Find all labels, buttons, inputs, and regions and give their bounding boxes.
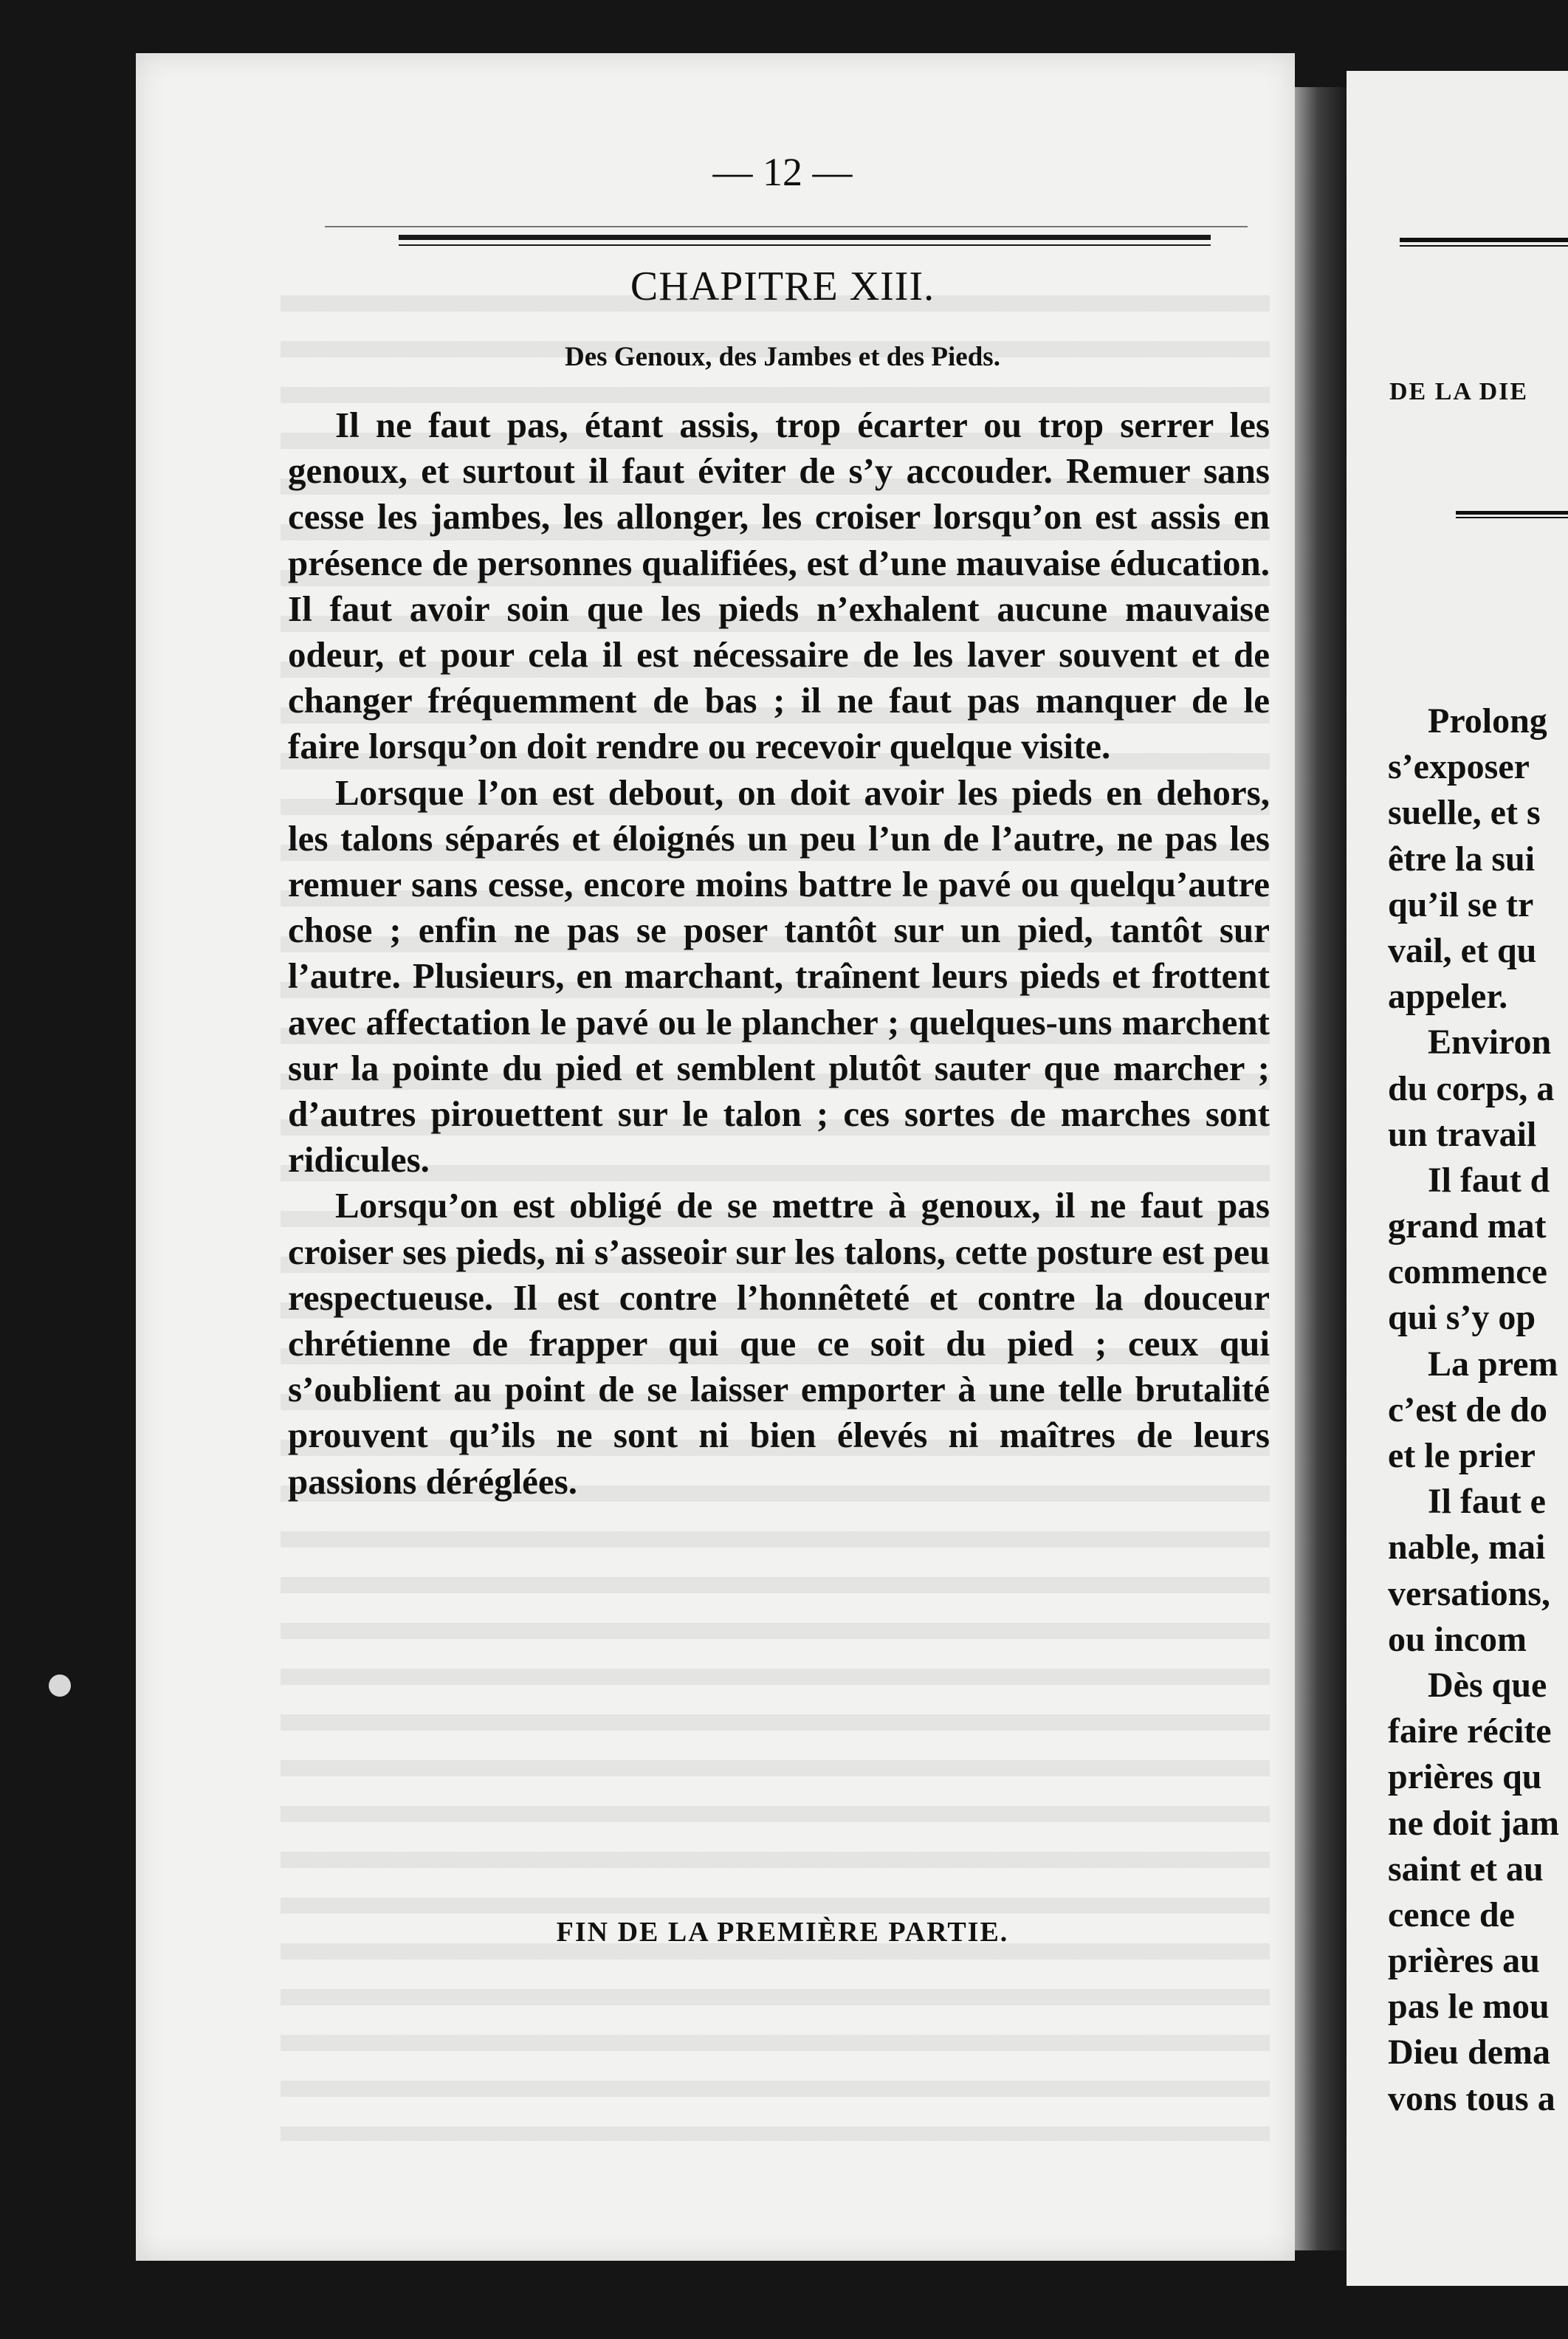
right-page-line: nable, mai [1388, 1528, 1546, 1567]
right-page-line: du corps, a [1388, 1068, 1555, 1108]
right-page-rule [1456, 517, 1568, 518]
right-page-line: prières au [1388, 1941, 1540, 1981]
right-page-line: et le prier [1388, 1436, 1536, 1475]
right-page-line: suelle, et s [1388, 793, 1541, 833]
right-page-line: Dès que [1428, 1665, 1547, 1705]
chapter-body [288, 402, 1270, 1505]
right-page-header: DE LA DIE [1389, 378, 1529, 405]
right-page-line: saint et au [1388, 1849, 1544, 1889]
right-page-line: appeler. [1388, 977, 1508, 1017]
paragraph: Il ne faut pas, étant assis, trop écarter ou trop serrer les genoux, et surtout il faut éviter de s’y accouder. Remuer sans cesse les jambes, les allonger, les croiser lorsqu’on est assis en présence de personnes qualifiées, est d’une mauvaise éducation. Il faut avoir soin que les pieds n’exhalent aucune mauvaise odeur, et pour cela il est nécessaire de les laver souvent et de changer fréquemment de bas ; il ne faut pas manquer de le faire lorsqu’on doit rendre ou recevoir quelque visite. [288, 405, 1270, 767]
right-page-line: qui s’y op [1388, 1298, 1536, 1338]
right-page-line: commence [1388, 1252, 1547, 1292]
page-number: — 12 — [712, 150, 853, 194]
right-page-line: un travail [1388, 1114, 1537, 1154]
header-rule-thin [399, 244, 1211, 246]
right-page-line: Il faut d [1428, 1160, 1550, 1200]
chapter-subtitle: Des Genoux, des Jambes et des Pieds. [565, 342, 1000, 372]
header-rule-thick [399, 235, 1211, 240]
paper-speck [49, 1675, 71, 1697]
right-page-line: La prem [1428, 1344, 1558, 1384]
chapter-title: CHAPITRE XIII. [630, 264, 935, 309]
right-page-line: grand mat [1388, 1206, 1547, 1246]
right-page-rule [1400, 238, 1568, 242]
right-page-line: c’est de do [1388, 1390, 1547, 1429]
right-page-rule [1400, 245, 1568, 247]
right-page-line: ou incom [1388, 1619, 1527, 1659]
book-gutter [1295, 87, 1347, 2250]
header-rule-thin [325, 226, 1248, 227]
right-page-line: être la sui [1388, 839, 1536, 879]
right-page-line: versations, [1388, 1573, 1550, 1613]
paragraph: Lorsque l’on est debout, on doit avoir les pieds en dehors, les talons séparés et éloignés un peu l’un de l’autre, ne pas les remuer sans cesse, encore moins battre le pavé ou quelqu’autre chose ; enfin ne pas se poser tantôt sur un pied, tantôt sur l’autre. Plusieurs, en marchant, traînent leurs pieds et frottent avec affectation le pavé ou le plancher ; quelques-uns marchent sur la pointe du pied et semblent plutôt sauter que marcher ; d’autres pirouettent sur le talon ; ces sortes de marches sont ridicules. [288, 772, 1270, 1181]
right-page-line: Il faut e [1428, 1482, 1546, 1522]
right-page-rule [1456, 511, 1568, 515]
right-page-line: Dieu dema [1388, 2033, 1550, 2072]
part-end-note: FIN DE LA PREMIÈRE PARTIE. [556, 1917, 1009, 1948]
right-page-line: vail, et qu [1388, 930, 1537, 970]
right-page [1347, 71, 1568, 2286]
right-page-line: ne doit jam [1388, 1803, 1559, 1843]
right-page-line: vons tous a [1388, 2078, 1555, 2118]
paragraph: Lorsqu’on est obligé de se mettre à genoux, il ne faut pas croiser ses pieds, ni s’asseoir sur les talons, cette posture est peu respectueuse. Il est contre l’honnêteté et contre la douceur chrétienne de frapper qui que ce soit du pied ; ceux qui s’oublient au point de se laisser emporter à une telle brutalité prouvent qu’ils ne sont ni bien élevés ni maîtres de leurs passions déréglées. [288, 1185, 1270, 1502]
right-page-line: pas le mou [1388, 1987, 1550, 2027]
right-page-line: qu’il se tr [1388, 885, 1534, 924]
right-page-line: Prolong [1428, 701, 1547, 741]
right-page-line: faire récite [1388, 1711, 1552, 1751]
right-page-line: prières qu [1388, 1757, 1542, 1797]
right-page-text [1388, 698, 1568, 2122]
right-page-line: s’exposer [1388, 747, 1530, 787]
right-page-line: Environ [1428, 1023, 1552, 1062]
right-page-line: cence de [1388, 1895, 1515, 1934]
